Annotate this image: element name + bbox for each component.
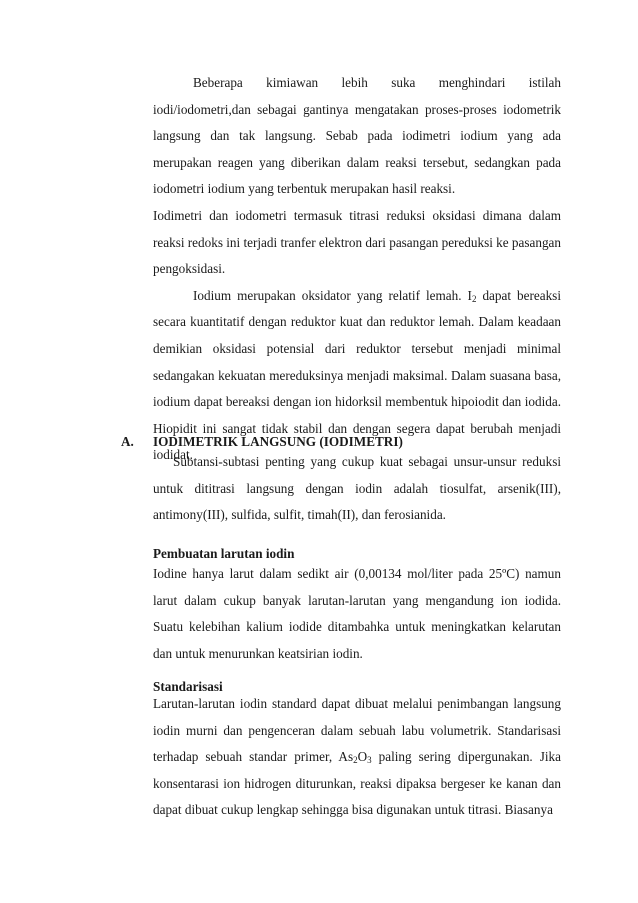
iodine-subscript: 2	[471, 293, 477, 304]
standarisasi-body-part-a: Larutan-larutan iodin standard dapat dibuat melalui penimbangan langsung iodin murni dan pengenceran dalam sebuah labu volumetrik. Standarisasi terhadap sebuah standar primer, As	[153, 696, 561, 765]
intro-paragraph-1: Beberapa kimiawan lebih suka menghindari istilah iodi/iodometri,dan sebagai gantinya mengatakan proses-proses iodometrik langsung dan tak langsung. Sebab pada iodimetri iodium yang ada merupakan reagen yang diberikan dalam reaksi tersebut, sedangkan pada iodometri iodium yang terbentuk merupakan hasil reaksi.	[153, 75, 561, 197]
section-a-title: IODIMETRIK LANGSUNG (IODIMETRI)	[153, 434, 403, 449]
oxygen-subscript: 3	[367, 755, 372, 766]
pembuatan-text	[153, 561, 561, 667]
standarisasi-heading: Standarisasi	[153, 679, 223, 694]
standarisasi-text	[153, 691, 561, 824]
intro-paragraph-3-part-b: dapat bereaksi secara kuantitatif dengan reduktor kuat dan reduktor lemah. Dalam keadaan demikian oksidasi potensial dari reduktor tersebut menjadi minimal sedangakan kekuatan mereduksinya menjadi maksimal. Dalam suasana basa, iodium dapat bereaksi dengan ion hidorksil membentuk hipoiodit dan iodida. Hiopidit ini sangat tidak stabil dan dengan segera dapat berubah menjadi iodidat.	[153, 287, 561, 463]
intro-paragraph-3-part-a: Iodium merupakan oksidator yang relatif lemah. I	[193, 287, 472, 303]
intro-text	[153, 70, 561, 469]
pembuatan-heading: Pembuatan larutan iodin	[153, 546, 295, 561]
pembuatan-body: Iodine hanya larut dalam sedikt air (0,00134 mol/liter pada 25ºC) namun larut dalam cukup banyak larutan-larutan yang mengandung ion iodida. Suatu kelebihan kalium iodide ditambahka untuk meningkatkan kelarutan dan untuk menurunkan keatsirian iodin.	[153, 566, 561, 661]
section-a-text	[153, 449, 561, 529]
arsenic-subscript: 2	[353, 755, 358, 766]
standarisasi-body-part-c: paling sering dipergunakan. Jika konsentarasi ion hidrogen diturunkan, reaksi dipaksa bergeser ke kanan dan dapat dibuat cukup lengkap sehingga bisa digunakan untuk titrasi. Biasanya	[153, 749, 561, 818]
standarisasi-body-part-b: O	[357, 749, 368, 765]
intro-paragraph-2: Iodimetri dan iodometri termasuk titrasi reduksi oksidasi dimana dalam reaksi redoks ini terjadi tranfer elektron dari pasangan pereduksi ke pasangan pengoksidasi.	[153, 207, 561, 277]
standarisasi-body	[153, 691, 561, 824]
section-a-body: Subtansi-subtasi penting yang cukup kuat sebagai unsur-unsur reduksi untuk dititrasi langsung dengan iodin adalah tiosulfat, arsenik(III), antimony(III), sulfida, sulfit, timah(II), dan ferosianida.	[153, 454, 561, 523]
section-a-letter: A.	[121, 434, 134, 449]
